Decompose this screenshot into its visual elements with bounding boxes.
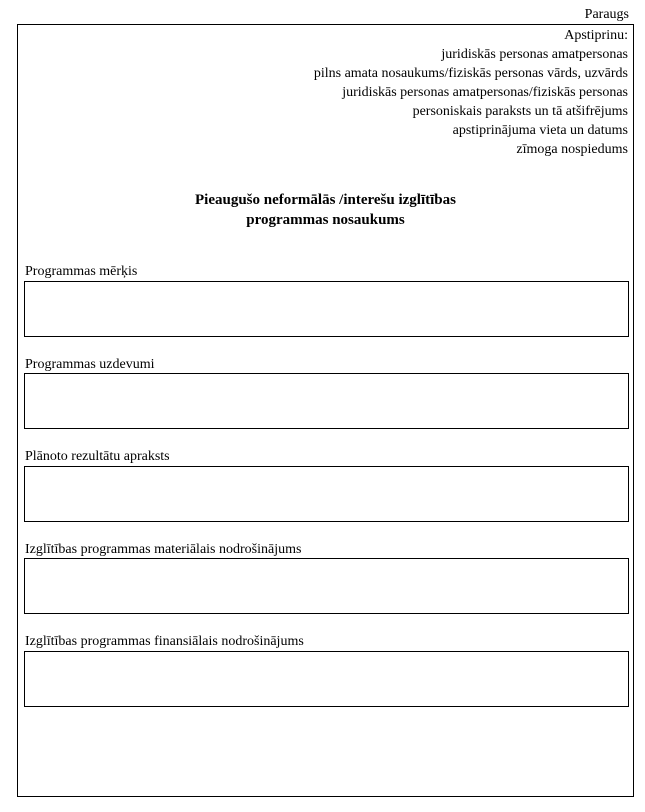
approval-line: zīmoga nospiedums [516, 142, 628, 157]
approval-block [314, 26, 628, 159]
tasks-field[interactable] [24, 373, 629, 429]
approval-line: pilns amata nosaukums/fiziskās personas vārds, uzvārds [313, 66, 628, 81]
financial-field[interactable] [24, 651, 629, 707]
goal-field[interactable] [24, 281, 629, 337]
approval-line: apstiprinājuma vieta un datums [452, 123, 628, 138]
title-line: programmas nosaukums [246, 212, 405, 228]
section-label-material: Izglītības programmas materiālais nodrošinājums [25, 542, 302, 557]
section-label-results: Plānoto rezultātu apraksts [25, 449, 170, 464]
approval-line: personiskais paraksts un tā atšifrējums [412, 104, 628, 119]
material-field[interactable] [24, 558, 629, 614]
section-label-tasks: Programmas uzdevumi [25, 357, 155, 372]
section-label-financial: Izglītības programmas finansiālais nodrošinājums [25, 634, 304, 649]
title-line: Pieaugušo neformālās /interešu izglītības [195, 192, 456, 208]
results-field[interactable] [24, 466, 629, 522]
approval-heading: Apstiprinu: [564, 28, 628, 43]
section-label-goal: Programmas mērķis [25, 264, 138, 279]
sample-label: Paraugs [584, 7, 629, 22]
document-title [17, 190, 634, 230]
approval-line: juridiskās personas amatpersonas [441, 47, 628, 62]
approval-line: juridiskās personas amatpersonas/fiziskās personas [342, 85, 628, 100]
